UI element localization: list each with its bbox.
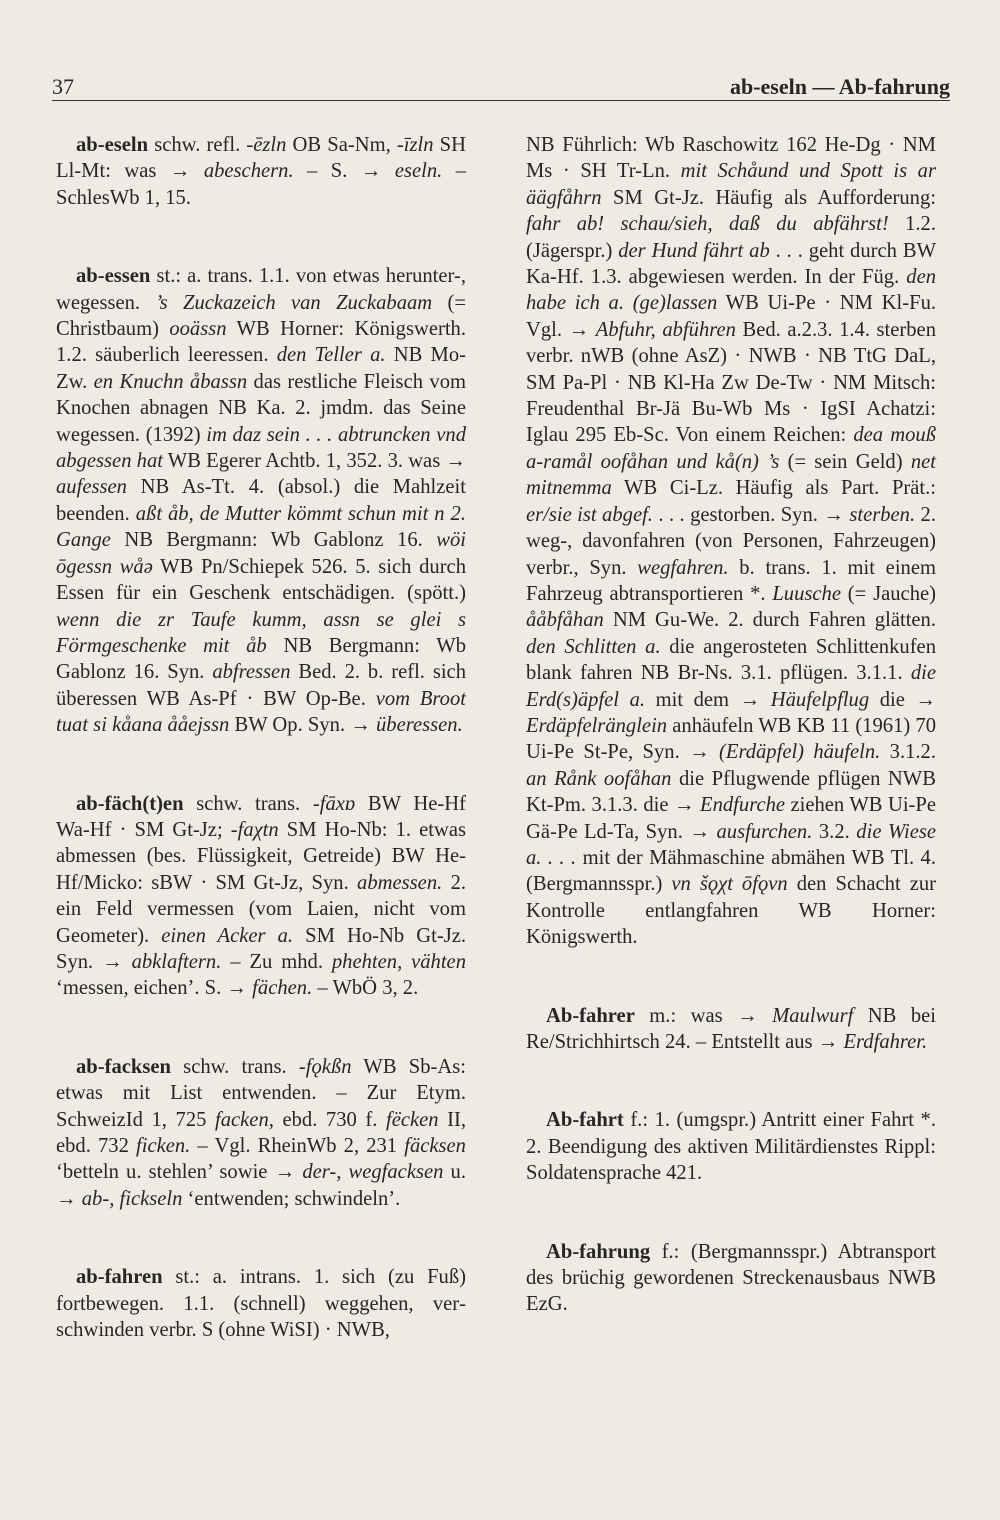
text-run: ‘messen, eichen’. S. → <box>56 977 253 1000</box>
italic-text: ooässn <box>169 318 227 341</box>
italic-text: der Hund fährt ab <box>618 239 770 262</box>
italic-text: fahr ab! schau/sieh, daß du abfährst! <box>526 213 889 236</box>
italic-text: ficken. <box>136 1135 191 1157</box>
text-run: schw. refl. <box>148 134 247 156</box>
entry-ab-fahrt <box>526 1107 936 1186</box>
text-run: st.: a. intrans. 1. sich (zu Fuß) fortbewegen. 1.1. (schnell) weggehen, verschwinden verbr. S (ohne WiSI) · NWB, <box>56 1266 466 1342</box>
italic-text: ’s Zuckazeich van Zuckabaam <box>155 291 433 314</box>
text-run: – WbÖ 3, 2. <box>312 977 419 1000</box>
text-run: – S. → <box>293 160 395 183</box>
text-run: WB Ui-Pe · NM Kl-Fu. Vgl. → <box>526 292 937 341</box>
text-run: . . . geht durch BW Ka-Hf. 1.3. abgewiesen werden. In der Füg. <box>526 239 937 289</box>
text-run: 2. weg-, davonfahren (von Personen, Fahrzeugen) verbr., Syn. <box>526 503 936 579</box>
text-run: WB Ci-Lz. Häufig als Part. Prät.: <box>611 477 936 500</box>
text-run: 2. ein Feld vermessen (vom Laien, nicht vom Geometer). <box>56 871 467 947</box>
entry-body <box>56 793 466 1000</box>
headword: ab-facksen <box>76 1055 171 1078</box>
italic-text: den Schlitten a. <box>526 635 661 658</box>
text-run: 1.2. (Jägerspr.) <box>526 213 936 262</box>
italic-text: Abfuhr, abführen <box>595 318 736 341</box>
text-run: anhäufeln WB KB 11 (1961) 70 Ui-Pe St-Pe, Syn. → <box>526 714 936 764</box>
italic-text: -īzln <box>396 134 434 156</box>
italic-text: abklaftern. <box>131 950 222 973</box>
italic-text: Maulwurf <box>772 1004 854 1027</box>
right-column <box>526 132 936 1370</box>
italic-text: phehten, vähten <box>331 950 466 973</box>
text-run: mit der Mähmaschine abmähen WB Tl. 4. (Bergmannsspr.) <box>526 846 937 896</box>
italic-text: die Erd(s)äpfel a. <box>526 662 936 711</box>
italic-text: ausfurchen. <box>716 820 813 843</box>
text-run: WB Egerer Achtb. 1, 352. 3. was → <box>163 450 466 473</box>
text-run: WB Pn/Schiepek 526. 5. sich durch Essen für ein Geschenk entschädigen. (spött.) <box>56 555 466 605</box>
italic-text: im daz sein . . . abtruncken vnd abgessen hat <box>56 423 466 473</box>
entry-ab-fahrer <box>526 1003 936 1056</box>
text-run: b. trans. 1. mit einem Fahrzeug abtransportieren *. <box>526 556 937 605</box>
italic-text: aufessen <box>56 476 127 499</box>
entry-ab-fahren <box>56 1264 466 1343</box>
italic-text: die Wiese a. . . . <box>526 820 937 869</box>
italic-text: vn šǫχt ōfǫvn <box>671 873 788 896</box>
text-run: schw. trans. <box>183 792 313 815</box>
text-run: BW He-Hf Wa-Hf · SM Gt-Jz; <box>56 792 467 841</box>
italic-text: wenn die zr Taufe kumm, assn se glei s Förmgeschenke mit åb <box>56 608 466 657</box>
text-run: WB Horner: Königswerth. 1.2. säuberlich leeressen. <box>56 318 467 367</box>
text-run: BW Op. Syn. → <box>229 714 376 737</box>
text-run: die → <box>869 688 936 711</box>
text-run: die Pflugwende pflügen NWB Kt-Pm. 3.1.3. die → <box>526 767 936 817</box>
headword: Ab-fahrung <box>546 1240 651 1263</box>
text-run: OB Sa-Nm, <box>286 134 397 156</box>
italic-text: den habe ich a. (ge)lassen <box>526 266 936 315</box>
italic-text: wegfahren. <box>637 556 729 579</box>
text-run: 3.2. <box>812 820 857 843</box>
italic-text: Endfurche <box>700 794 786 817</box>
italic-text: -fāxɒ <box>312 792 356 815</box>
headword: Ab-fahrer <box>546 1004 635 1027</box>
italic-text: Erdfahrer. <box>843 1031 928 1053</box>
page-header <box>52 68 950 101</box>
page-number: 37 <box>52 74 74 99</box>
text-run: ‘betteln u. stehlen’ sowie → <box>56 1161 303 1184</box>
italic-text: der-, wegfacksen <box>302 1161 444 1184</box>
text-run: (= Christbaum) <box>56 291 466 341</box>
italic-text: en Knuchn åbassn <box>93 370 248 393</box>
text-run: 3.1.2. <box>880 741 936 764</box>
text-run: u. → <box>56 1161 466 1210</box>
text-run: schw. trans. <box>170 1055 299 1078</box>
entry-ab-eseln <box>56 132 466 211</box>
headword: ab-eseln <box>76 134 149 156</box>
text-run: SH Ll-Mt: was → <box>56 134 466 183</box>
text-run: ziehen WB Ui-Pe Gä-Pe Ld-Ta, Syn. → <box>526 794 936 843</box>
headword: ab-fäch(t)en <box>76 792 184 815</box>
text-run: Bed. a.2.3. 1.4. sterben verbr. nWB (ohne AsZ) · NWB · NB TtG DaL, SM Pa-Pl · NB Kl-Ha Zw De-Tw · NM Mitsch: Freudenthal Br-Jä Bu-Wb Ms · IgSI Achatzi: Iglau 295 Eb-Sc. Von einem Reichen: <box>526 318 936 447</box>
italic-text: (Erdäpfel) häufeln. <box>719 741 881 764</box>
italic-text: an Rånk oofåhan <box>526 767 672 790</box>
running-title: ab-eseln — Ab-fahrung <box>729 74 950 99</box>
headword: Ab-fahrt <box>546 1109 624 1132</box>
text-run: (= Jauche) <box>840 582 936 605</box>
text-run: die angerosteten Schlittenkufen blank fahren NB Br-Ns. 3.1. pflügen. 3.1.1. <box>526 635 936 685</box>
italic-text: facken, <box>215 1108 274 1131</box>
italic-text: eseln. <box>394 160 443 183</box>
headword: ab-fahren <box>76 1266 163 1289</box>
text-run: ebd. 730 f. <box>273 1108 386 1131</box>
italic-text: mit Schåund und Spott is ar äägfåhrn <box>526 160 936 209</box>
italic-text: ab-, fickseln <box>81 1187 183 1210</box>
italic-text: Luusche <box>772 582 841 605</box>
italic-text: einen Acker a. <box>161 924 294 947</box>
text-run: – Zu mhd. <box>221 950 332 973</box>
text-run: NB Mo-Zw. <box>56 344 466 393</box>
italic-text: -ēzln <box>246 134 287 156</box>
italic-text: vom Broot tuat si kåana ååejssn <box>56 687 466 737</box>
italic-text: -faχtn <box>230 818 279 841</box>
text-run: NB Bergmann: Wb Gablonz 16. <box>110 529 437 552</box>
entry-body <box>526 134 936 948</box>
text-run: ‘entwenden; schwindeln’. <box>182 1187 401 1210</box>
italic-text: wöi ōgessn wåə <box>56 529 466 578</box>
headword: ab-essen <box>76 265 151 288</box>
italic-text: fëcken <box>385 1108 439 1131</box>
entry-ab-facksen <box>56 1054 466 1212</box>
text-run: das restliche Fleisch vom Knochen abnagen NB Ka. 2. jmdm. das Seine wegessen. (1392) <box>56 370 467 446</box>
text-run: mit dem → <box>645 688 771 711</box>
entry-ab-fahrung <box>526 1239 936 1318</box>
italic-text: Erdäpfelränglein <box>526 714 668 737</box>
entry-ab-essen <box>56 263 466 738</box>
entry-ab-fahren-continued <box>526 132 936 951</box>
text-run: Bed. 2. b. refl. sich überessen WB As-Pf · BW Op-Be. <box>56 661 466 710</box>
entry-body <box>56 1056 466 1210</box>
text-run: st.: a. trans. 1.1. von etwas herunter-, wegessen. <box>56 265 466 314</box>
italic-text: -fǫkßn <box>298 1055 352 1078</box>
italic-text: den Teller a. <box>276 344 386 367</box>
italic-text: fächen. <box>252 977 313 1000</box>
text-run: NM Gu-We. 2. durch Fahren glätten. <box>603 609 936 632</box>
text-run: NB Bergmann: Wb Gablonz 16. Syn. <box>56 634 466 684</box>
italic-text: net mitnemma <box>526 450 936 500</box>
italic-text: fäcksen <box>404 1135 466 1157</box>
italic-text: abfressen <box>212 661 291 684</box>
entry-body <box>56 265 466 736</box>
text-run: NB Führlich: Wb Raschowitz 162 He-Dg · NM Ms · SH Tr-Ln. <box>526 134 936 183</box>
text-run: – Vgl. RheinWb 2, 231 <box>190 1135 405 1157</box>
italic-text: er/sie ist abgef. <box>526 503 653 526</box>
text-run: NB bei Re/Strichhirtsch 24. – Entstellt aus → <box>526 1004 936 1053</box>
italic-text: dea mouß a-ramål oofåhan und kå(n) ’s <box>526 424 936 473</box>
text-run: SM Gt-Jz. Häufig als Aufforderung: <box>601 186 936 209</box>
text-run: NB As-Tt. 4. (absol.) die Mahlzeit beenden. <box>56 476 466 525</box>
text-run: . . . gestorben. Syn. → <box>652 503 850 526</box>
italic-text: Häufelpflug <box>770 688 870 711</box>
text-run: SM Ho-Nb: 1. etwas abmessen (bes. Flüssigkeit, Getreide) BW He-Hf/Micko: sBW · SM Gt-Jz, Syn. <box>56 818 466 894</box>
text-run: den Schacht zur Kontrolle entlangfahren WB Horner: Königswerth. <box>526 873 936 949</box>
entry-ab-faechten <box>56 791 466 1002</box>
text-run: SM Ho-Nb Gt-Jz. Syn. → <box>56 924 467 973</box>
text-run: f.: (Bergmannsspr.) Abtransport des brüchig gewordenen Streckenausbaus NWB EzG. <box>526 1240 936 1316</box>
left-column <box>56 132 466 1395</box>
text-run: – SchlesWb 1, 15. <box>56 160 467 209</box>
italic-text: aßt åb, de Mutter kömmt schun mit n 2. Gange <box>56 502 467 552</box>
text-run: f.: 1. (umgspr.) Antritt einer Fahrt *. 2. Beendigung des aktiven Militärdienstes Rippl: Soldatensprache 421. <box>526 1109 936 1185</box>
italic-text: überessen. <box>375 714 463 737</box>
text-run: WB Sb-As: etwas mit List entwenden. – Zur Etym. SchweizId 1, 725 <box>56 1055 466 1131</box>
text-run: II, ebd. 732 <box>56 1108 467 1157</box>
text-run: (= sein Geld) <box>779 450 911 473</box>
italic-text: abeschern. <box>203 160 294 183</box>
italic-text: ååbfåhan <box>526 609 604 632</box>
italic-text: sterben. <box>849 503 916 526</box>
italic-text: abmessen. <box>357 871 443 894</box>
text-run: m.: was → <box>634 1004 773 1027</box>
